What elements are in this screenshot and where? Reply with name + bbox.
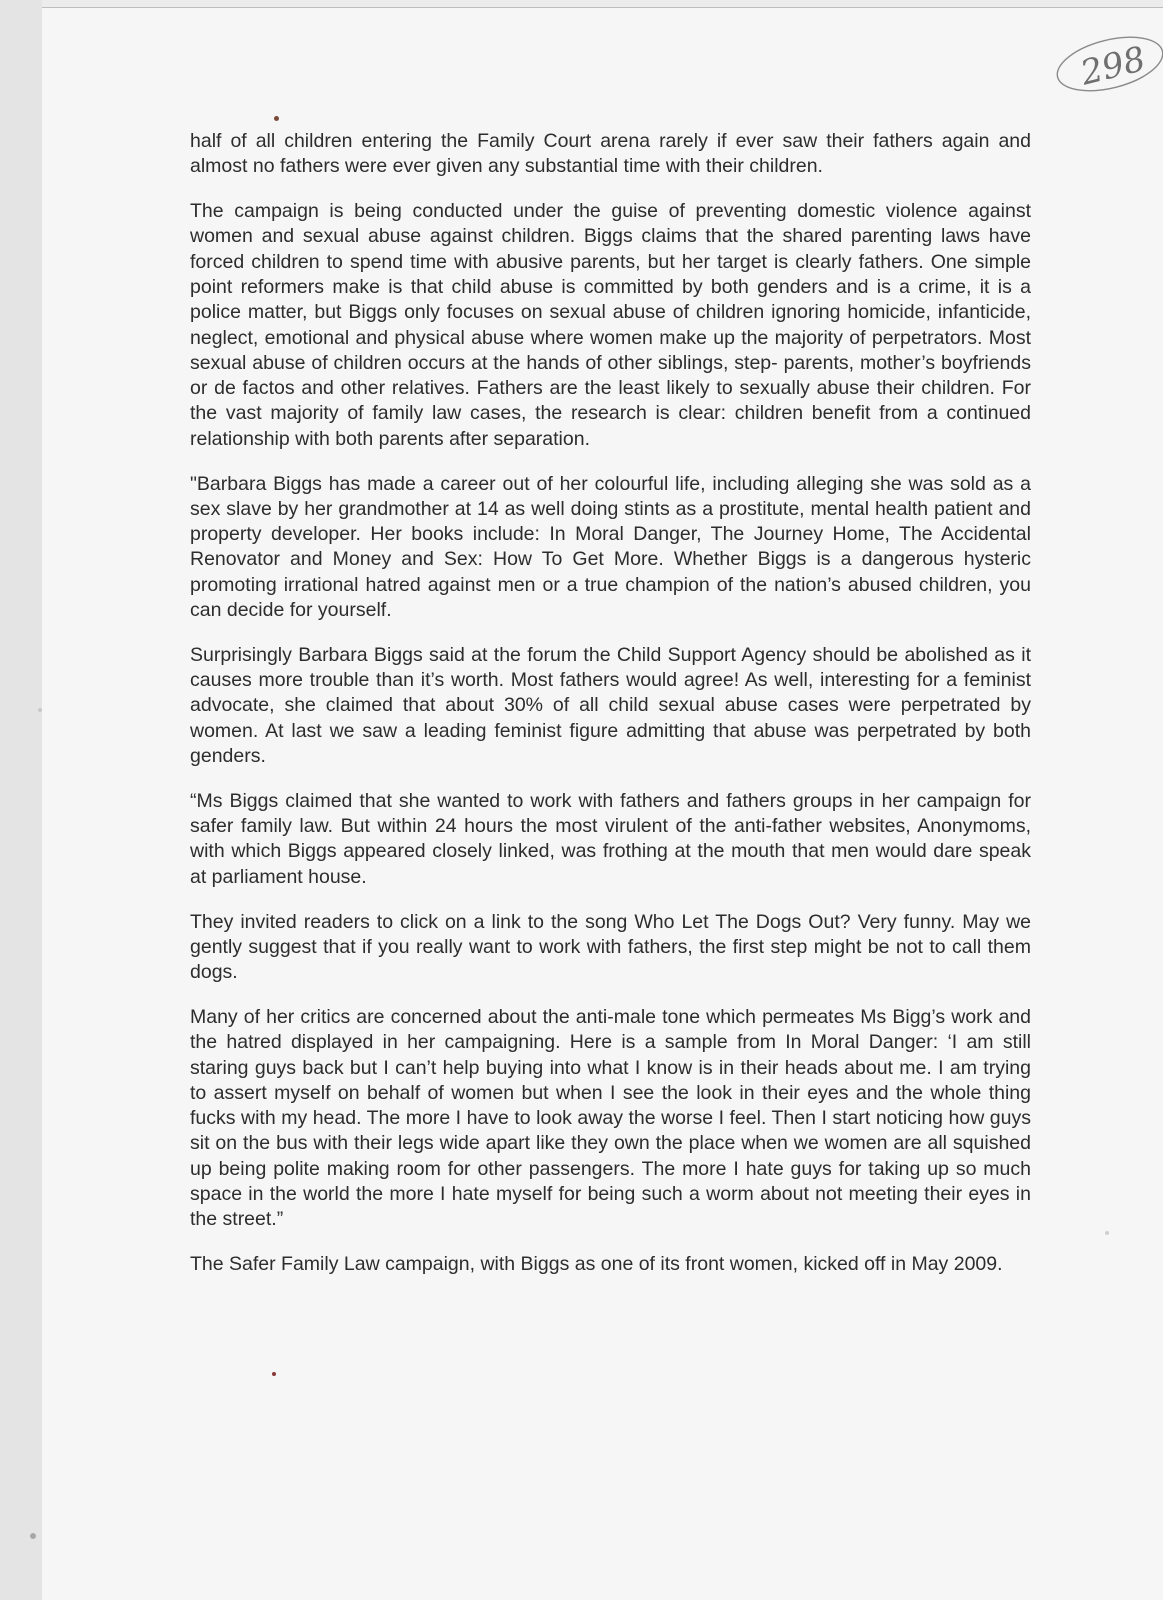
paragraph-1: half of all children entering the Family Court arena rarely if ever saw their fathers again and almost no fathers were ever given any substantial time with their children.	[190, 130, 1031, 178]
ink-speck	[272, 1372, 276, 1376]
scan-speck	[30, 1533, 36, 1539]
paragraph-5: “Ms Biggs claimed that she wanted to work with fathers and fathers groups in her campaign for safer family law. But within 24 hours the most virulent of the anti-father websites, Anonymoms, with which Biggs appeared closely linked, was frothing at the mouth that men would dare speak at parliament house.	[190, 789, 1031, 888]
scan-left-margin	[0, 0, 42, 1600]
page-number-annotation	[1052, 20, 1163, 104]
article-body	[190, 129, 1031, 1297]
paragraph-8: The Safer Family Law campaign, with Biggs as one of its front women, kicked off in May 2009.	[190, 1253, 1003, 1276]
scan-speck	[1105, 1231, 1109, 1235]
paragraph-6: They invited readers to click on a link to the song Who Let The Dogs Out? Very funny. May we gently suggest that if you really want to work with fathers, the first step might be not to call them dogs.	[190, 910, 1031, 984]
document-page	[42, 7, 1163, 1600]
scan-speck	[38, 708, 42, 712]
paragraph-3: "Barbara Biggs has made a career out of her colourful life, including alleging she was sold as a sex slave by her grandmother at 14 as well doing stints as a prostitute, mental health patient and property developer. Her books include: In Moral Danger, The Journey Home, The Accidental Renovator and Money and Sex: How To Get More. Whether Biggs is a dangerous hysteric promoting irrational hatred against men or a true champion of the nation’s abused children, you can decide for yourself.	[190, 472, 1031, 622]
paragraph-4: Surprisingly Barbara Biggs said at the forum the Child Support Agency should be abolished as it causes more trouble than it’s worth. Most fathers would agree! As well, interesting for a feminist advocate, she claimed that about 30% of all child sexual abuse cases were perpetrated by women. At last we saw a leading feminist figure admitting that abuse was perpetrated by both genders.	[190, 643, 1031, 768]
handwritten-page-number	[1052, 20, 1163, 104]
ink-speck	[274, 116, 279, 121]
paragraph-7: Many of her critics are concerned about the anti-male tone which permeates Ms Bigg’s work and the hatred displayed in her campaigning. Here is a sample from In Moral Danger: ‘I am still staring guys back but I can’t help buying into what I know is in their heads about me. I am trying to assert myself on behalf of women but when I see the look in their eyes and the whole thing fucks with my head. The more I have to look away the worse I feel. Then I start noticing how guys sit on the bus with their legs wide apart like they own the place when we women are all squished up being polite making room for other passengers. The more I hate guys for taking up so much space in the world the more I hate myself for being such a worm about not meeting their eyes in the street.”	[190, 1005, 1031, 1231]
paragraph-2: The campaign is being conducted under the guise of preventing domestic violence against women and sexual abuse against children. Biggs claims that the shared parenting laws have forced children to spend time with abusive parents, but her target is clearly fathers. One simple point reformers make is that child abuse is committed by both genders and is a crime, it is a police matter, but Biggs only focuses on sexual abuse of children ignoring homicide, infanticide, neglect, emotional and physical abuse where women make up the majority of perpetrators. Most sexual abuse of children occurs at the hands of other siblings, step- parents, mother’s boyfriends or de factos and other relatives. Fathers are the least likely to sexually abuse their children. For the vast majority of family law cases, the research is clear: children benefit from a continued relationship with both parents after separation.	[190, 200, 1031, 450]
page-number-text: 298	[1076, 39, 1150, 94]
